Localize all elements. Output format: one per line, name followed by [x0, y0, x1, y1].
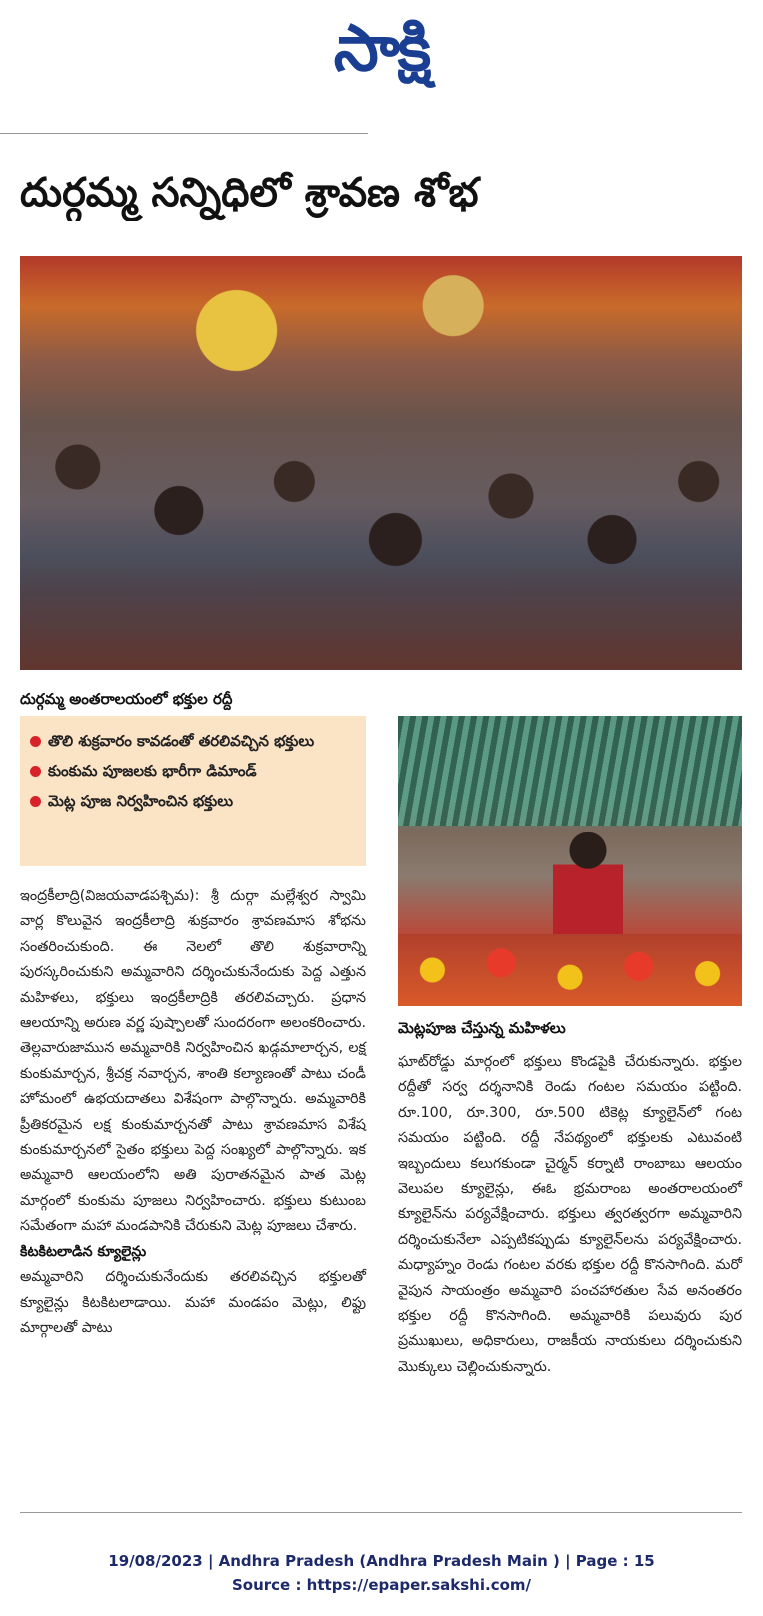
body-paragraph: ఘాట్‌రోడ్డు మార్గంలో భక్తులు కొండపైకి చేరుకున్నారు. భక్తుల రద్దీతో సర్వ దర్శనానికి రెండు గంటల సమయం పట్టింది. రూ.100, రూ.300, రూ.500 టికెట్ల క్యూలైన్‌లో గంట సమయం పట్టింది. రద్దీ నేపథ్యంలో భక్తులకు ఎటువంటి ఇబ్బందులు కలుగకుండా చైర్మన్ కర్నాటి రాంబాబు ఆలయం వెలుపల క్యూలైన్లు, ఈఓ భ్రమరాంబ అంతరాలయంలో క్యూలైన్‌ను పర్యవేక్షించారు. భక్తులు త్వరత్వరగా అమ్మవారిని దర్శించుకునేలా ఎప్పటికప్పుడు క్యూలైన్‌లను పర్యవేక్షించారు. మధ్యాహ్నం రెండు గంటల వరకు భక్తుల రద్దీ కొనసాగింది. మరో వైపున సాయంత్రం అమ్మవారి పంచహారతుల సేవ అనంతరం భక్తుల రద్దీ కొనసాగింది. అమ్మవారికి పలువురు పుర ప్రముఖులు, అధికారులు, రాజకీయ నాయకులు దర్శించుకుని మొక్కులు చెల్లించుకున్నారు. — [398, 1054, 742, 1375]
canopy-graphic — [398, 716, 742, 826]
side-photo-caption: మెట్లపూజ చేస్తున్న మహిళలు — [398, 1019, 566, 1037]
article-subheading: కిటకిటలాడిన క్యూలైన్లు — [20, 1243, 147, 1260]
temple-crowd-photo — [20, 256, 742, 670]
masthead-logo: సాక్షి — [333, 12, 430, 86]
body-paragraph: అమ్మవారిని దర్శించుకునేందుకు తరలివచ్చిన భక్తులతో క్యూలైన్లు కిటకిటలాడాయి. మహా మండపం మెట్లు, లిఫ్టు మార్గాలతో పాటు — [20, 1269, 366, 1336]
body-paragraph: ఇంద్రకీలాద్రి(విజయవాడపశ్చిమ): శ్రీ దుర్గా మల్లేశ్వర స్వామి వార్ల కొలువైన ఇంద్రకీలాద్రి శుక్రవారం శ్రావణమాస శోభను సంతరించుకుంది. ఈ నెలలో తొలి శుక్రవారాన్ని పురస్కరించుకుని అమ్మవారిని దర్శించుకునేందుకు పెద్ద ఎత్తున మహిళలు, భక్తులు ఇంద్రకీలాద్రికి తరలివచ్చారు. ప్రధాన ఆలయాన్ని అరుణ వర్ణ పుష్పాలతో సుందరంగా అలంకరించారు. తెల్లవారుజామున అమ్మవారికి నిర్వహించిన ఖడ్గమాలార్చన, లక్ష కుంకుమార్చన, శ్రీచక్ర నవార్చన, శాంతి కల్యాణంతో పాటు చండీ హోమంలో ఉభయదాతలు విశేషంగా పాల్గొన్నారు. అమ్మవారికి ప్రీతికరమైన లక్ష కుంకుమార్చనతో పాటు శ్రావణమాస విశేష కుంకుమార్చనలో సైతం భక్తులు పెద్ద సంఖ్యలో పాల్గొన్నారు. ఇక అమ్మవారి ఆలయంలోని అతి పురాతనమైన పాత మెట్ల మార్గంలో కుంకుమ పూజలు నిర్వహించారు. భక్తులు కుటుంబ సమేతంగా మహా మండపానికి చేరుకుని మెట్ల పూజలు చేశారు. — [20, 888, 366, 1235]
masthead-divider — [0, 133, 368, 134]
highlight-item — [30, 756, 356, 786]
footer-divider — [20, 1512, 742, 1513]
footer-edition-info: 19/08/2023 | Andhra Pradesh (Andhra Pradesh Main ) | Page : 15 — [108, 1552, 655, 1570]
highlight-text: మెట్ల పూజ నిర్వహించిన భక్తులు — [48, 792, 234, 810]
footer-source-link[interactable]: Source : https://epaper.sakshi.com/ — [231, 1576, 531, 1594]
article-headline: దుర్గమ్మ సన్నిధిలో శ్రావణ శోభ — [20, 170, 479, 216]
bullet-icon — [30, 796, 41, 807]
devotees-crowd-graphic — [20, 380, 742, 670]
highlight-item — [30, 786, 356, 816]
highlights-box — [20, 716, 366, 866]
women-step-puja-photo — [398, 716, 742, 1006]
bullet-icon — [30, 736, 41, 747]
highlight-text: కుంకుమ పూజలకు భారీగా డిమాండ్ — [48, 762, 257, 780]
highlight-text: తొలి శుక్రవారం కావడంతో తరలివచ్చిన భక్తులు — [48, 732, 315, 750]
highlight-item — [30, 726, 356, 756]
article-body-left-column — [20, 884, 366, 1341]
flowers-graphic — [398, 934, 742, 1007]
article-body-right-column — [398, 1050, 742, 1380]
main-photo-caption: దుర్గమ్మ అంతరాలయంలో భక్తుల రద్దీ — [20, 690, 233, 708]
bullet-icon — [30, 766, 41, 777]
